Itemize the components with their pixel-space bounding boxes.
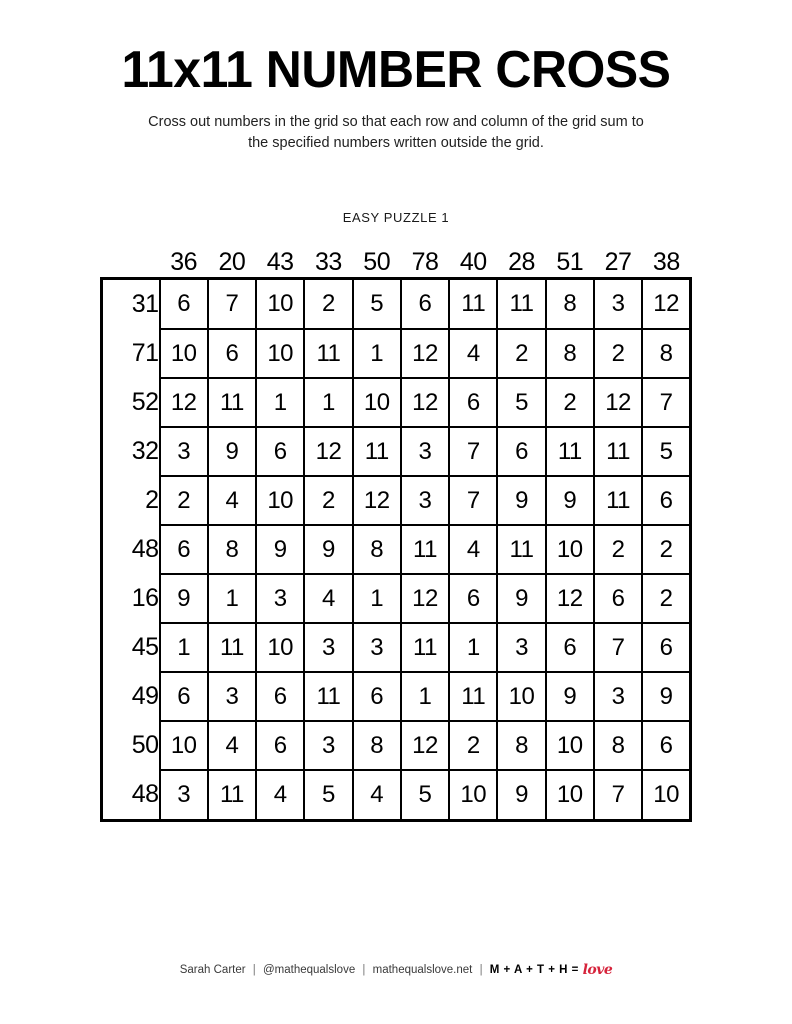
grid-cell-r10-c3[interactable]: 6 (256, 721, 304, 770)
grid-row (102, 279, 691, 330)
column-sum-4: 33 (315, 248, 342, 277)
row-sum-11: 48 (131, 780, 159, 809)
grid-cell-r4-c2[interactable]: 9 (208, 427, 256, 476)
grid-cell-r3-c2[interactable]: 11 (208, 378, 256, 427)
grid-cell-r11-c2[interactable]: 11 (208, 770, 256, 821)
grid-cell-r4-c8[interactable]: 6 (497, 427, 545, 476)
grid-cell-r4-c6[interactable]: 3 (401, 427, 449, 476)
grid-cell-r4-c3[interactable]: 6 (256, 427, 304, 476)
column-sums-header (102, 239, 691, 279)
grid-cell-r1-c7[interactable]: 11 (449, 279, 497, 330)
column-sum-8: 28 (508, 248, 535, 277)
row-sum-4: 32 (131, 437, 159, 466)
column-sum-7: 40 (459, 248, 487, 277)
footer-separator-1: | (252, 964, 256, 976)
grid-cell-r9-c3[interactable]: 6 (256, 672, 304, 721)
grid-cell-r11-c8[interactable]: 9 (497, 770, 545, 821)
grid-cell-r5-c2[interactable]: 4 (208, 476, 256, 525)
row-sum-8: 45 (131, 633, 159, 662)
grid-cell-r4-c7[interactable]: 7 (449, 427, 497, 476)
grid-cell-r7-c7[interactable]: 6 (449, 574, 497, 623)
grid-cell-r1-c10[interactable]: 3 (594, 279, 642, 330)
column-sum-3: 43 (266, 248, 294, 277)
grid-cell-r6-c6[interactable]: 11 (401, 525, 449, 574)
footer-handle: @mathequalslove (262, 964, 356, 976)
column-sum-5: 50 (363, 248, 391, 277)
grid-cell-r5-c10[interactable]: 11 (594, 476, 642, 525)
row-sum-3: 52 (131, 388, 159, 417)
page-title: 11x11 NUMBER CROSS (121, 41, 671, 99)
grid-cell-r8-c6[interactable]: 11 (401, 623, 449, 672)
grid-cell-r5-c6[interactable]: 3 (401, 476, 449, 525)
grid-cell-r9-c4[interactable]: 11 (304, 672, 352, 721)
grid-cell-r3-c5[interactable]: 10 (353, 378, 401, 427)
grid-cell-r2-c2[interactable]: 6 (208, 329, 256, 378)
grid-cell-r11-c5[interactable]: 4 (353, 770, 401, 821)
grid-row (102, 525, 691, 574)
footer-website[interactable]: mathequalslove.net (372, 964, 473, 976)
grid-cell-r10-c2[interactable]: 4 (208, 721, 256, 770)
grid-cell-r10-c1[interactable]: 10 (160, 721, 208, 770)
grid-cell-r3-c7[interactable]: 6 (449, 378, 497, 427)
grid-cell-r7-c11[interactable]: 2 (642, 574, 690, 623)
grid-cell-r1-c2[interactable]: 7 (208, 279, 256, 330)
grid-cell-r10-c6[interactable]: 12 (401, 721, 449, 770)
grid-cell-r9-c2[interactable]: 3 (208, 672, 256, 721)
grid-cell-r8-c10[interactable]: 7 (594, 623, 642, 672)
grid-cell-r5-c4[interactable]: 2 (304, 476, 352, 525)
grid-cell-r2-c8[interactable]: 2 (497, 329, 545, 378)
grid-cell-r7-c3[interactable]: 3 (256, 574, 304, 623)
grid-cell-r2-c5[interactable]: 1 (353, 329, 401, 378)
grid-cell-r3-c4[interactable]: 1 (304, 378, 352, 427)
grid-cell-r9-c6[interactable]: 1 (401, 672, 449, 721)
grid-cell-r9-c1[interactable]: 6 (160, 672, 208, 721)
instructions (126, 112, 666, 154)
grid-cell-r1-c9[interactable]: 8 (546, 279, 594, 330)
grid-cell-r1-c4[interactable]: 2 (304, 279, 352, 330)
grid-cell-r11-c4[interactable]: 5 (304, 770, 352, 821)
math-equals-love-logo (490, 964, 613, 976)
footer-author: Sarah Carter (179, 964, 246, 976)
grid-cell-r3-c6[interactable]: 12 (401, 378, 449, 427)
grid-cell-r10-c8[interactable]: 8 (497, 721, 545, 770)
grid-row (102, 623, 691, 672)
grid-cell-r1-c11[interactable]: 12 (642, 279, 690, 330)
row-sum-9: 49 (131, 682, 159, 711)
grid-cell-r8-c4[interactable]: 3 (304, 623, 352, 672)
grid-row (102, 770, 691, 821)
grid-corner-blank (102, 239, 160, 279)
grid-cell-r7-c6[interactable]: 12 (401, 574, 449, 623)
grid-cell-r10-c10[interactable]: 8 (594, 721, 642, 770)
column-sum-2: 20 (218, 248, 246, 277)
grid-cell-r11-c11[interactable]: 10 (642, 770, 690, 821)
grid-rows (102, 279, 691, 821)
row-sum-1: 31 (131, 290, 159, 319)
puzzle-label: EASY PUZZLE 1 (342, 210, 450, 226)
grid-cell-r8-c5[interactable]: 3 (353, 623, 401, 672)
grid-cell-r6-c1[interactable]: 6 (160, 525, 208, 574)
grid-cell-r8-c2[interactable]: 11 (208, 623, 256, 672)
row-sum-6: 48 (131, 535, 159, 564)
footer (0, 962, 792, 978)
grid-cell-r2-c1[interactable]: 10 (160, 329, 208, 378)
grid-cell-r2-c9[interactable]: 8 (546, 329, 594, 378)
grid-cell-r7-c5[interactable]: 1 (353, 574, 401, 623)
instructions-line-2: the specified numbers written outside the grid. (248, 135, 544, 152)
grid-cell-r11-c6[interactable]: 5 (401, 770, 449, 821)
footer-separator-3: | (479, 964, 483, 976)
grid-cell-r7-c8[interactable]: 9 (497, 574, 545, 623)
grid-row (102, 427, 691, 476)
grid-cell-r5-c11[interactable]: 6 (642, 476, 690, 525)
column-sum-10: 27 (604, 248, 632, 277)
grid-cell-r4-c5[interactable]: 11 (353, 427, 401, 476)
grid-cell-r1-c8[interactable]: 11 (497, 279, 545, 330)
grid-cell-r6-c5[interactable]: 8 (353, 525, 401, 574)
grid-cell-r1-c6[interactable]: 6 (401, 279, 449, 330)
grid-cell-r9-c11[interactable]: 9 (642, 672, 690, 721)
grid-cell-r5-c3[interactable]: 10 (256, 476, 304, 525)
column-sum-1: 36 (170, 248, 198, 277)
grid-cell-r3-c3[interactable]: 1 (256, 378, 304, 427)
grid-cell-r4-c9[interactable]: 11 (546, 427, 594, 476)
column-sum-6: 78 (411, 248, 439, 277)
grid-cell-r2-c10[interactable]: 2 (594, 329, 642, 378)
grid-cell-r2-c3[interactable]: 10 (256, 329, 304, 378)
grid-row (102, 329, 691, 378)
grid-cell-r9-c10[interactable]: 3 (594, 672, 642, 721)
grid-cell-r1-c3[interactable]: 10 (256, 279, 304, 330)
grid-cell-r11-c9[interactable]: 10 (546, 770, 594, 821)
grid-cell-r1-c1[interactable]: 6 (160, 279, 208, 330)
grid-cell-r5-c7[interactable]: 7 (449, 476, 497, 525)
row-sum-10: 50 (131, 731, 159, 760)
grid-cell-r4-c10[interactable]: 11 (594, 427, 642, 476)
grid-cell-r8-c11[interactable]: 6 (642, 623, 690, 672)
logo-equation: M + A + T + H = (489, 964, 579, 976)
grid-row (102, 721, 691, 770)
grid-row (102, 476, 691, 525)
grid-cell-r6-c9[interactable]: 10 (546, 525, 594, 574)
grid-cell-r3-c11[interactable]: 7 (642, 378, 690, 427)
grid-cell-r11-c7[interactable]: 10 (449, 770, 497, 821)
grid-cell-r5-c1[interactable]: 2 (160, 476, 208, 525)
grid-cell-r8-c3[interactable]: 10 (256, 623, 304, 672)
grid-cell-r1-c5[interactable]: 5 (353, 279, 401, 330)
grid-cell-r8-c9[interactable]: 6 (546, 623, 594, 672)
logo-love-word: love (582, 962, 613, 978)
column-sums-row (102, 239, 691, 279)
footer-separator-2: | (362, 964, 366, 976)
grid-cell-r8-c8[interactable]: 3 (497, 623, 545, 672)
grid-cell-r11-c10[interactable]: 7 (594, 770, 642, 821)
grid-cell-r4-c1[interactable]: 3 (160, 427, 208, 476)
grid-cell-r4-c4[interactable]: 12 (304, 427, 352, 476)
row-sum-2: 71 (131, 339, 159, 368)
grid-cell-r2-c11[interactable]: 8 (642, 329, 690, 378)
grid-cell-r6-c11[interactable]: 2 (642, 525, 690, 574)
grid-cell-r6-c10[interactable]: 2 (594, 525, 642, 574)
grid-cell-r7-c2[interactable]: 1 (208, 574, 256, 623)
grid-cell-r3-c1[interactable]: 12 (160, 378, 208, 427)
column-sum-9: 51 (556, 248, 584, 277)
row-sum-5: 2 (145, 486, 159, 515)
grid-cell-r7-c10[interactable]: 6 (594, 574, 642, 623)
grid-cell-r3-c9[interactable]: 2 (546, 378, 594, 427)
grid-cell-r9-c8[interactable]: 10 (497, 672, 545, 721)
grid-cell-r11-c3[interactable]: 4 (256, 770, 304, 821)
grid-cell-r8-c1[interactable]: 1 (160, 623, 208, 672)
grid-cell-r10-c7[interactable]: 2 (449, 721, 497, 770)
grid-cell-r10-c9[interactable]: 10 (546, 721, 594, 770)
grid-cell-r10-c5[interactable]: 8 (353, 721, 401, 770)
number-cross-grid (100, 239, 692, 822)
grid-cell-r2-c7[interactable]: 4 (449, 329, 497, 378)
puzzle-container (100, 239, 692, 822)
grid-cell-r10-c4[interactable]: 3 (304, 721, 352, 770)
grid-cell-r6-c7[interactable]: 4 (449, 525, 497, 574)
grid-cell-r4-c11[interactable]: 5 (642, 427, 690, 476)
grid-cell-r3-c8[interactable]: 5 (497, 378, 545, 427)
grid-cell-r7-c4[interactable]: 4 (304, 574, 352, 623)
grid-cell-r9-c9[interactable]: 9 (546, 672, 594, 721)
grid-cell-r5-c5[interactable]: 12 (353, 476, 401, 525)
grid-cell-r2-c6[interactable]: 12 (401, 329, 449, 378)
grid-cell-r6-c3[interactable]: 9 (256, 525, 304, 574)
grid-cell-r3-c10[interactable]: 12 (594, 378, 642, 427)
grid-cell-r9-c5[interactable]: 6 (353, 672, 401, 721)
grid-row (102, 574, 691, 623)
grid-cell-r7-c1[interactable]: 9 (160, 574, 208, 623)
grid-row (102, 672, 691, 721)
grid-cell-r8-c7[interactable]: 1 (449, 623, 497, 672)
instructions-line-1: Cross out numbers in the grid so that each row and column of the grid sum to (148, 114, 644, 130)
grid-cell-r5-c9[interactable]: 9 (546, 476, 594, 525)
row-sum-7: 16 (131, 584, 159, 613)
grid-cell-r5-c8[interactable]: 9 (497, 476, 545, 525)
grid-cell-r6-c8[interactable]: 11 (497, 525, 545, 574)
grid-cell-r7-c9[interactable]: 12 (546, 574, 594, 623)
grid-row (102, 378, 691, 427)
grid-cell-r6-c4[interactable]: 9 (304, 525, 352, 574)
grid-cell-r10-c11[interactable]: 6 (642, 721, 690, 770)
grid-cell-r11-c1[interactable]: 3 (160, 770, 208, 821)
grid-cell-r6-c2[interactable]: 8 (208, 525, 256, 574)
grid-cell-r2-c4[interactable]: 11 (304, 329, 352, 378)
column-sum-11: 38 (652, 248, 680, 277)
grid-cell-r9-c7[interactable]: 11 (449, 672, 497, 721)
